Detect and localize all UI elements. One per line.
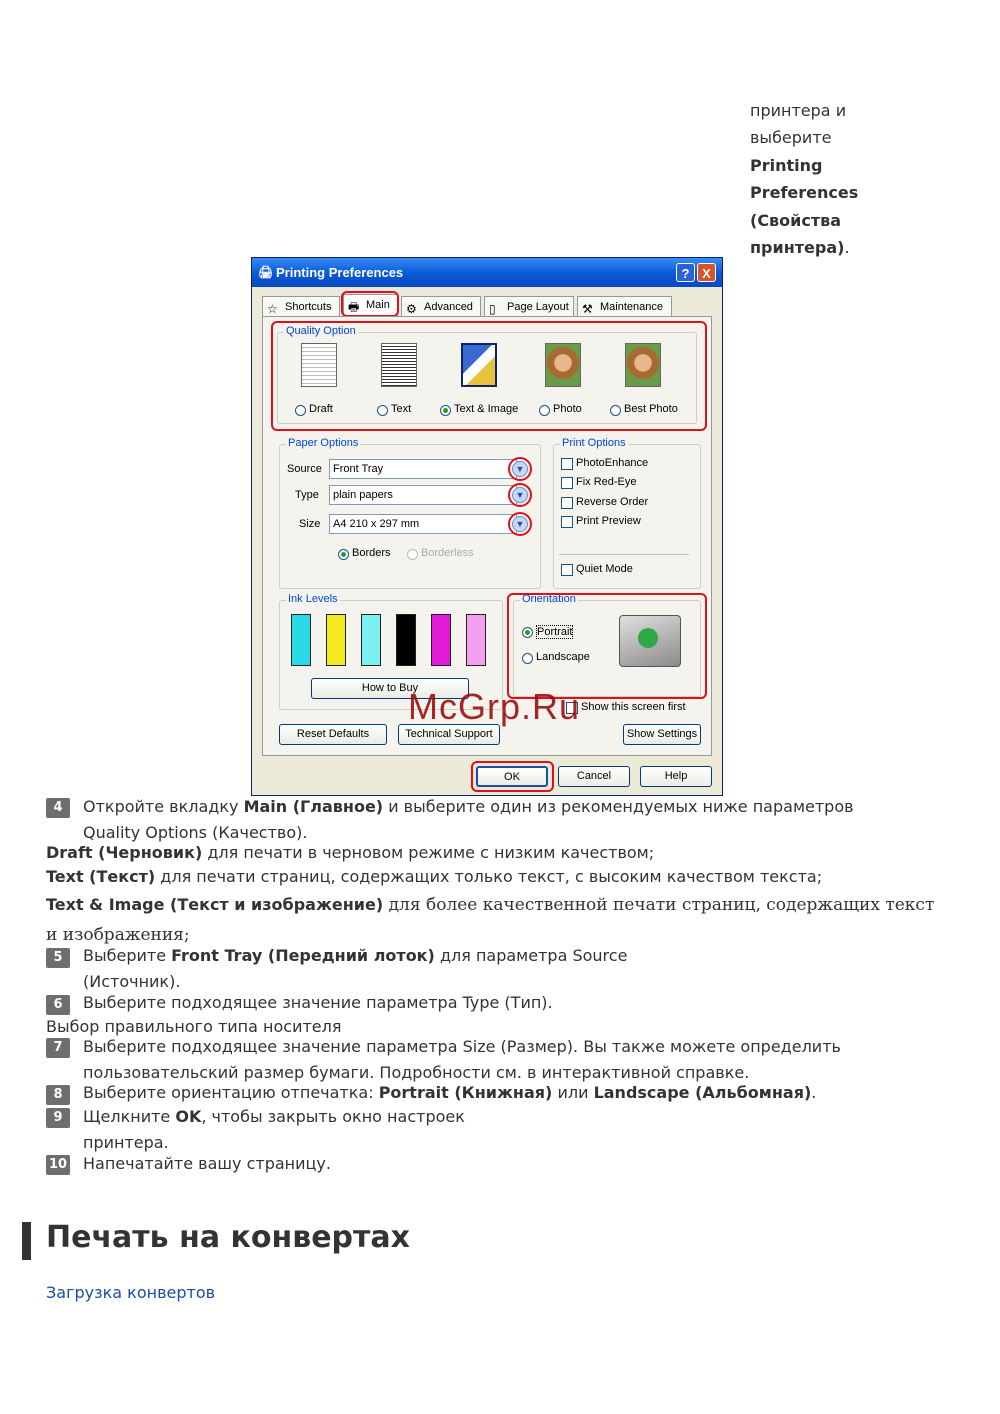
printer-icon: 🖶 [348,300,360,314]
dialog-title: Printing Preferences [276,265,404,280]
fix-red-eye-label: Fix Red-Eye [576,476,637,488]
tab-maintenance[interactable] [577,296,672,316]
draft-radio[interactable] [295,405,306,416]
tab-shortcuts[interactable] [262,296,340,316]
gears-icon: ⚙ [406,302,417,316]
ink-levels-label: Ink Levels [288,593,338,605]
intro-line: (Свойства [750,210,842,230]
quiet-mode-label: Quiet Mode [576,563,633,575]
printer-orientation-icon [619,615,681,667]
type-highlight [508,483,532,507]
intro-text [750,97,950,261]
ok-highlight [471,761,554,792]
photo-label: Photo [553,403,582,415]
intro-line: Printing [750,155,823,175]
tab-label: Advanced [424,301,473,313]
ink-cartridge [361,614,381,666]
help-title-button[interactable]: ? [676,263,695,282]
quality-option-label: Quality Option [286,325,356,337]
size-label: Size [299,518,321,530]
step-number: 9 [46,1108,70,1128]
step-number: 8 [46,1085,70,1105]
print-options-label: Print Options [562,437,626,449]
step-8-text: Выберите ориентацию отпечатка: Portrait (Книжная) или Landscape (Альбомная). [83,1083,817,1102]
wrench-icon: ⚒ [582,302,593,316]
text-image-label: Text & Image [454,403,519,415]
photoenhance-checkbox[interactable] [561,458,573,470]
ok-button[interactable]: OK [476,766,548,787]
tab-label: Maintenance [600,301,663,313]
chevron-down-icon[interactable]: ▼ [512,516,528,532]
watermark: McGrp.Ru [408,686,581,727]
best-photo-icon [625,343,661,387]
draft-page-icon [301,343,337,387]
landscape-label: Landscape [536,651,590,663]
print-preview-checkbox[interactable] [561,516,573,528]
borders-label: Borders [352,547,391,559]
cancel-button[interactable]: Cancel [558,766,630,787]
print-preview-label: Print Preview [576,515,641,527]
intro-line: принтера). [750,238,850,258]
close-title-button[interactable]: X [697,263,716,282]
ink-cartridge [291,614,311,666]
printer-icon: 🖨 [258,265,274,279]
photo-radio[interactable] [539,405,550,416]
source-label: Source [287,463,322,475]
fix-red-eye-checkbox[interactable] [561,477,573,489]
ink-cartridge [466,614,486,666]
divider [559,554,689,555]
draft-label: Draft [309,403,333,415]
intro-line: принтера и [750,101,847,120]
step-number: 5 [46,948,70,968]
orientation-label: Orientation [522,593,576,605]
tab-page-layout[interactable] [484,296,574,316]
show-this-screen-label: Show this screen first [581,701,686,713]
show-settings-button[interactable]: Show Settings [623,724,701,745]
main-tab-highlight [341,291,399,317]
step-7-text: Выберите подходящее значение параметра Size (Размер). Вы также можете определить пользовательский размер бумаги. Подробности см. в интерактивной справке. [83,1037,841,1082]
step-number: 10 [46,1155,70,1175]
best-photo-radio[interactable] [610,405,621,416]
tab-label: Page Layout [507,301,569,313]
star-icon: ☆ [267,302,278,316]
text-description: Text (Текст) для печати страниц, содержащих только текст, с высоким качеством текста; [46,867,823,886]
size-highlight [508,512,532,536]
type-label: Type [295,489,319,501]
tab-label: Shortcuts [285,301,332,313]
size-select[interactable]: A4 210 x 297 mm [329,514,517,534]
text-image-page-icon [461,343,497,387]
step-number: 7 [46,1038,70,1058]
step-number: 4 [46,798,70,818]
rotate-arrow-icon [638,628,658,648]
page-icon: ▯ [489,302,496,316]
help-button[interactable]: Help [640,766,712,787]
step-10-text: Напечатайте вашу страницу. [83,1154,331,1173]
text-image-description: Text & Image (Текст и изображение) для более качественной печати страниц, содержащих текст и изображения; [46,895,935,945]
tab-label: Main [366,299,390,311]
tab-advanced[interactable] [401,296,481,316]
how-to-buy-button[interactable]: How to Buy [311,678,469,699]
photo-icon [545,343,581,387]
step-number: 6 [46,995,70,1015]
step-6-text: Выберите подходящее значение параметра Type (Тип). [83,993,553,1012]
portrait-label: Portrait [537,626,573,638]
borders-radio[interactable] [338,549,349,560]
technical-support-button[interactable]: Technical Support [398,724,500,745]
ink-cartridge [396,614,416,666]
chevron-down-icon[interactable]: ▼ [512,487,528,503]
source-highlight [508,457,532,481]
chevron-down-icon[interactable]: ▼ [512,461,528,477]
borderless-label: Borderless [421,547,474,559]
source-select[interactable]: Front Tray [329,459,517,479]
reset-defaults-button[interactable]: Reset Defaults [279,724,387,745]
ink-cartridge [326,614,346,666]
text-radio[interactable] [377,405,388,416]
step-4-text: Откройте вкладку Main (Главное) и выберите один из рекомендуемых ниже параметров Quality Options (Качество). [83,797,854,842]
draft-description: Draft (Черновик) для печати в черновом режиме с низким качеством; [46,843,655,862]
step-5-text: Выберите Front Tray (Передний лоток) для параметра Source (Источник). [83,946,628,991]
landscape-radio[interactable] [522,653,533,664]
step-9-text: Щелкните OK, чтобы закрыть окно настроек принтера. [83,1107,465,1152]
quiet-mode-checkbox[interactable] [561,564,573,576]
borderless-radio [407,549,418,560]
text-image-radio[interactable] [440,405,451,416]
intro-line: Preferences [750,183,859,203]
section-bar [22,1222,31,1260]
dialog-titlebar [252,258,722,287]
text-label: Text [391,403,412,415]
paper-options-label: Paper Options [288,437,359,449]
photoenhance-label: PhotoEnhance [576,457,649,469]
text-page-icon [381,343,417,387]
type-select[interactable]: plain papers [329,485,517,505]
media-type-note: Выбор правильного типа носителя [46,1017,342,1036]
best-photo-label: Best Photo [624,403,678,415]
reverse-order-checkbox[interactable] [561,497,573,509]
portrait-radio[interactable] [522,627,533,638]
intro-line: выберите [750,128,832,148]
reverse-order-label: Reverse Order [576,496,649,508]
section-heading: Печать на конвертах [46,1220,410,1255]
envelope-loading-link[interactable]: Загрузка конвертов [46,1283,216,1302]
ink-cartridge [431,614,451,666]
